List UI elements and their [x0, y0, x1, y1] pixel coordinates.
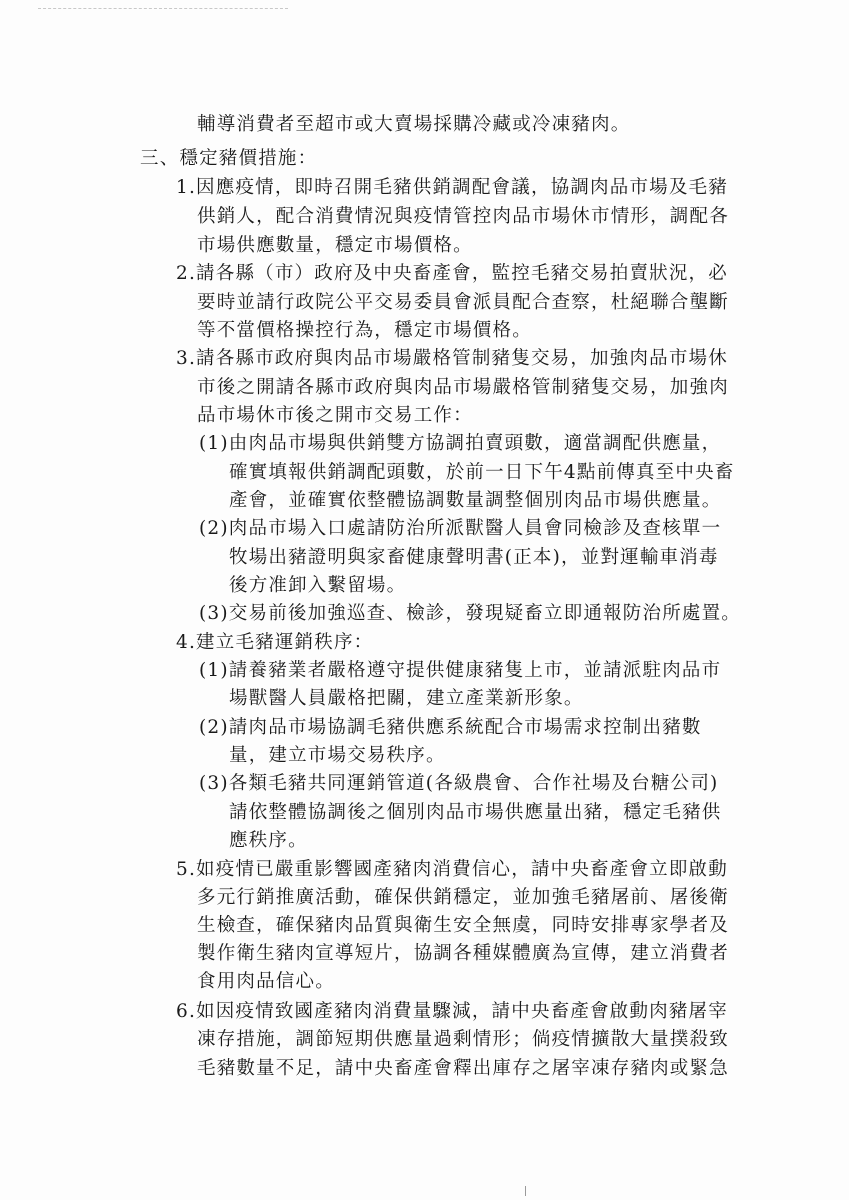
text-line: 應秩序。	[229, 830, 308, 851]
section-heading: 三、穩定豬價措施：	[140, 148, 318, 169]
text-line: 凍存措施，調節短期供應量過剩情形；倘疫情擴散大量撲殺致	[197, 1029, 729, 1050]
text-line: 食用肉品信心。	[197, 971, 335, 992]
text-line: 市場供應數量，穩定市場價格。	[197, 235, 473, 256]
text-line: 確實填報供銷調配頭數，於前一日下午4點前傳真至中央畜	[229, 462, 735, 483]
text-line: 牧場出豬證明與家畜健康聲明書(正本)，並對運輸車消毒	[229, 547, 719, 568]
text-line: 毛豬數量不足，請中央畜產會釋出庫存之屠宰凍存豬肉或緊急	[197, 1058, 729, 1079]
sub-list-item: (3)交易前後加強巡查、檢診，發現疑畜立即通報防治所處置。	[199, 603, 742, 624]
text-line: 要時並請行政院公平交易委員會派員配合查察，杜絕聯合壟斷	[197, 292, 729, 313]
text-line: 等不當價格操控行為，穩定市場價格。	[197, 320, 532, 341]
text-line: 製作衛生豬肉宣導短片，協調各種媒體廣為宣傳，建立消費者	[197, 943, 729, 964]
text-line: 生檢查，確保豬肉品質與衛生安全無虞，同時安排專家學者及	[197, 915, 729, 936]
text-line: 量，建立市場交易秩序。	[229, 745, 446, 766]
text-line: 場獸醫人員嚴格把關，建立產業新形象。	[229, 688, 584, 709]
text-line: 供銷人，配合消費情況與疫情管控肉品市場休市情形，調配各	[197, 206, 729, 227]
text-line: 市後之開請各縣市政府與肉品市場嚴格管制豬隻交易，加強肉	[197, 377, 729, 398]
sub-list-item: (1)請養豬業者嚴格遵守提供健康豬隻上市，並請派駐肉品市	[199, 660, 722, 681]
sub-list-item: (1)由肉品市場與供銷雙方協調拍賣頭數，適當調配供應量，	[199, 433, 722, 454]
list-item: 3.請各縣市政府與肉品市場嚴格管制豬隻交易，加強肉品市場休	[176, 348, 728, 369]
scan-artifact-bottom	[525, 1186, 526, 1196]
sub-list-item: (2)請肉品市場協調毛豬供應系統配合市場需求控制出豬數	[199, 717, 702, 738]
sub-list-item: (3)各類毛豬共同運銷管道(各級農會、合作社場及台糖公司)	[199, 773, 719, 794]
list-item: 5.如疫情已嚴重影響國產豬肉消費信心，請中央畜產會立即啟動	[176, 859, 728, 880]
list-item: 1.因應疫情，即時召開毛豬供銷調配會議，協調肉品市場及毛豬	[176, 177, 728, 198]
list-item: 2.請各縣（市）政府及中央畜產會，監控毛豬交易拍賣狀況，必	[176, 263, 728, 284]
list-item: 4.建立毛豬運銷秩序：	[176, 632, 374, 653]
list-item: 6.如因疫情致國產豬肉消費量驟減，請中央畜產會啟動肉豬屠宰	[176, 1001, 728, 1022]
sub-list-item: (2)肉品市場入口處請防治所派獸醫人員會同檢診及查核單一	[199, 518, 722, 539]
text-line: 品市場休市後之開市交易工作：	[197, 405, 473, 426]
text-line: 產會，並確實依整體協調數量調整個別肉品市場供應量。	[229, 490, 722, 511]
text-line: 請依整體協調後之個別肉品市場供應量出豬，穩定毛豬供	[229, 802, 722, 823]
text-line: 輔導消費者至超市或大賣場採購冷藏或冷凍豬肉。	[197, 114, 631, 135]
text-line: 多元行銷推廣活動，確保供銷穩定，並加強毛豬屠前、屠後衛	[197, 887, 729, 908]
scan-artifact-top	[38, 8, 288, 9]
text-line: 後方准卸入繫留場。	[229, 575, 407, 596]
